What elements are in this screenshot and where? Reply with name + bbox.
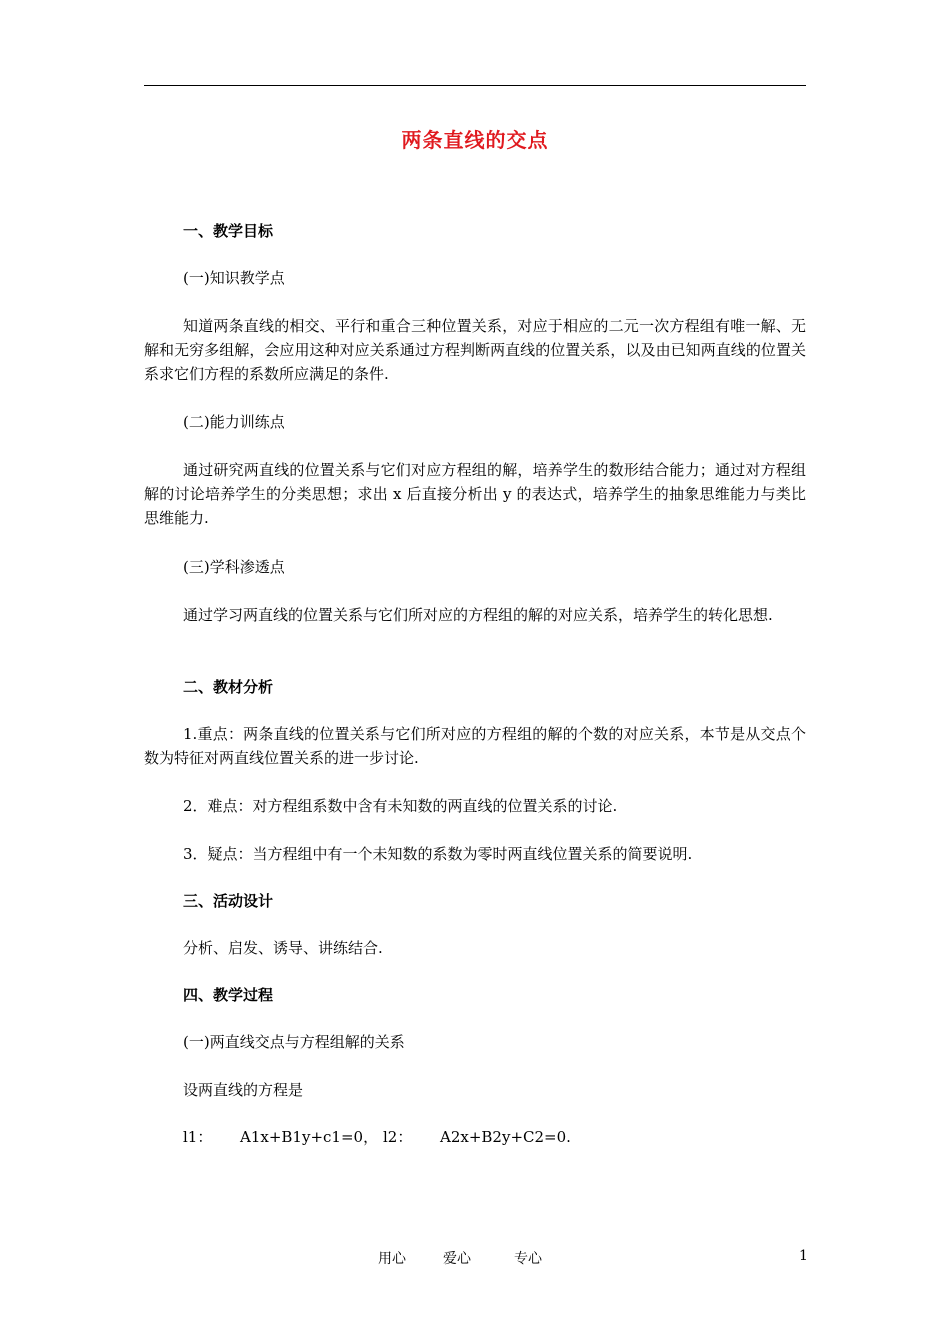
line-1-equation: A1x+B1y+c1=0， xyxy=(240,1128,379,1146)
section-1-paragraph-3: 通过学习两直线的位置关系与它们所对应的方程组的解的对应关系，培养学生的转化思想. xyxy=(183,606,773,624)
footer-text-3: 专心 xyxy=(514,1251,542,1267)
section-2-heading: 二、教材分析 xyxy=(183,678,274,696)
section-3-paragraph-1: 分析、启发、诱导、讲练结合. xyxy=(183,939,383,957)
page-title: 两条直线的交点 xyxy=(401,128,549,152)
section-3-heading: 三、活动设计 xyxy=(183,892,274,910)
footer-text-1: 用心 xyxy=(378,1251,406,1267)
section-1-paragraph-2: 通过研究两直线的位置关系与它们对应方程组的解，培养学生的数形结合能力；通过对方程组解的讨论培养学生的分类思想；求出 x 后直接分析出 y 的表达式，培养学生的抽象思维能力与类比思维能力. xyxy=(144,461,806,527)
line-2-label: l2： xyxy=(383,1128,413,1146)
section-4-paragraph-1: 设两直线的方程是 xyxy=(183,1081,304,1099)
page-number: 1 xyxy=(799,1248,808,1264)
header-rule xyxy=(144,85,806,86)
section-1-paragraph-1: 知道两条直线的相交、平行和重合三种位置关系，对应于相应的二元一次方程组有唯一解、无解和无穷多组解，会应用这种对应关系通过方程判断两直线的位置关系，以及由已知两直线的位置关系求它们方程的系数所应满足的条件. xyxy=(144,317,806,383)
section-1-sub-2: (二)能力训练点 xyxy=(183,413,285,431)
section-2-paragraph-2: 2．难点：对方程组系数中含有未知数的两直线的位置关系的讨论. xyxy=(183,797,618,815)
equation-line xyxy=(183,1125,571,1149)
footer-text-2: 爱心 xyxy=(443,1251,471,1267)
section-1-sub-3: (三)学科渗透点 xyxy=(183,558,285,576)
section-4-sub-1: (一)两直线交点与方程组解的关系 xyxy=(183,1033,405,1051)
section-1-heading: 一、教学目标 xyxy=(183,222,274,240)
section-2-paragraph-3: 3．疑点：当方程组中有一个未知数的系数为零时两直线位置关系的简要说明. xyxy=(183,845,693,863)
line-2-equation: A2x+B2y+C2=0. xyxy=(440,1128,571,1146)
section-4-heading: 四、教学过程 xyxy=(183,986,274,1004)
section-2-paragraph-1: 1.重点：两条直线的位置关系与它们所对应的方程组的解的个数的对应关系，本节是从交点个数为特征对两直线位置关系的进一步讨论. xyxy=(144,725,806,767)
section-1-sub-1: (一)知识教学点 xyxy=(183,269,285,287)
line-1-label: l1： xyxy=(183,1128,213,1146)
